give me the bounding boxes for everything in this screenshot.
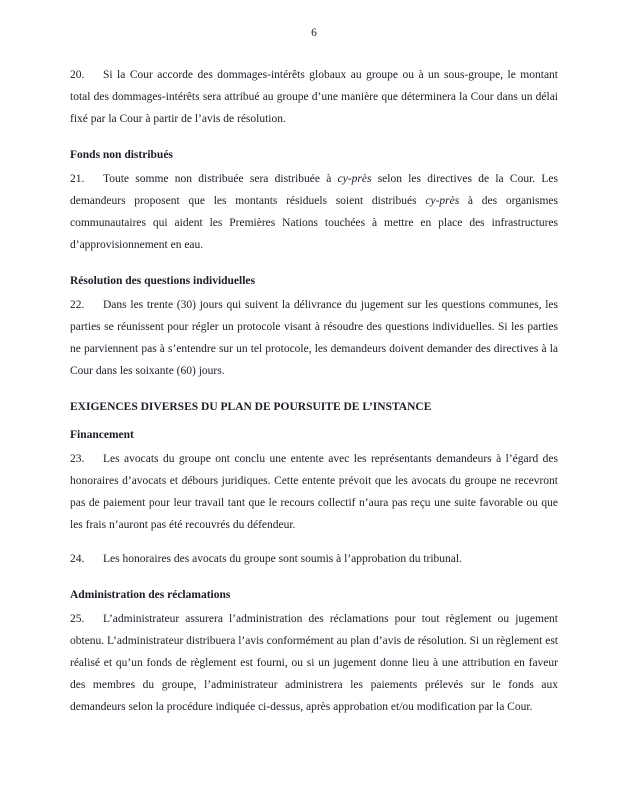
paragraph-21-number: 21. — [70, 173, 85, 185]
heading-resolution-questions-individuelles: Résolution des questions individuelles — [70, 275, 256, 287]
heading-exigences-diverses: EXIGENCES DIVERSES DU PLAN DE POURSUITE DE L’INSTANCE — [70, 401, 432, 413]
paragraph-23-text: Les avocats du groupe ont conclu une entente avec les représentants demandeurs à l’égard des honoraires d’avocats et débours juridiques. Cette entente prévoit que les avocats du groupe ne recevront pas de paiement pour leur travail tant que le recours collectif n’aura pas reçu une suite favorable ou que les frais n’auront pas été recouvrés du défendeur. — [70, 453, 558, 531]
heading-fonds-non-distribues: Fonds non distribués — [70, 149, 173, 161]
heading-administration-reclamations: Administration des réclamations — [70, 589, 231, 601]
paragraph-22-number: 22. — [70, 299, 85, 311]
page-number: 6 — [311, 27, 317, 39]
paragraph-23-number: 23. — [70, 453, 85, 465]
paragraph-22-text: Dans les trente (30) jours qui suivent la délivrance du jugement sur les questions communes, les parties se réunissent pour régler un protocole visant à résoudre des questions individuelles. Si les parties ne parviennent pas à s’entendre sur un tel protocole, les demandeurs doivent demander des directives à la Cour dans les soixante (60) jours. — [70, 299, 558, 377]
heading-financement: Financement — [70, 429, 134, 441]
paragraph-20 — [70, 64, 558, 130]
paragraph-21 — [70, 168, 558, 256]
paragraph-25-number: 25. — [70, 613, 85, 625]
paragraph-23 — [70, 448, 558, 536]
paragraph-25-text: L’administrateur assurera l’administration des réclamations pour tout règlement ou jugement obtenu. L’administrateur distribuera l’avis conformément au plan d’avis de résolution. Si un règlement est réalisé et qu’un fonds de règlement est fourni, ou si un jugement donne lieu à une attribution en faveur des membres du groupe, l’administrateur administrera les paiements prélevés sur le fonds aux demandeurs selon la procédure indiquée ci-dessus, après approbation et/ou modification par la Cour. — [70, 613, 558, 713]
paragraph-20-number: 20. — [70, 69, 85, 81]
paragraph-21-text-2: selon les directives de la Cour. Les demandeurs proposent que les montants résiduels soient distribués — [70, 173, 558, 207]
paragraph-24-number: 24. — [70, 553, 85, 565]
paragraph-21-cy-pres-2: cy-près — [425, 195, 460, 207]
paragraph-24-text: Les honoraires des avocats du groupe sont soumis à l’approbation du tribunal. — [103, 553, 462, 565]
paragraph-24 — [70, 548, 558, 570]
paragraph-25 — [70, 608, 558, 718]
paragraph-21-cy-pres-1: cy-près — [337, 173, 372, 185]
paragraph-21-text-3: à des organismes communautaires qui aident les Premières Nations touchées à mettre en place des infrastructures d’approvisionnement en eau. — [70, 195, 558, 251]
paragraph-20-text: Si la Cour accorde des dommages-intérêts globaux au groupe ou à un sous-groupe, le montant total des dommages-intérêts sera attribué au groupe d’une manière que déterminera la Cour dans un délai fixé par la Cour à partir de l’avis de résolution. — [70, 69, 558, 125]
paragraph-22 — [70, 294, 558, 382]
paragraph-21-text-1: Toute somme non distribuée sera distribuée à — [103, 173, 338, 185]
